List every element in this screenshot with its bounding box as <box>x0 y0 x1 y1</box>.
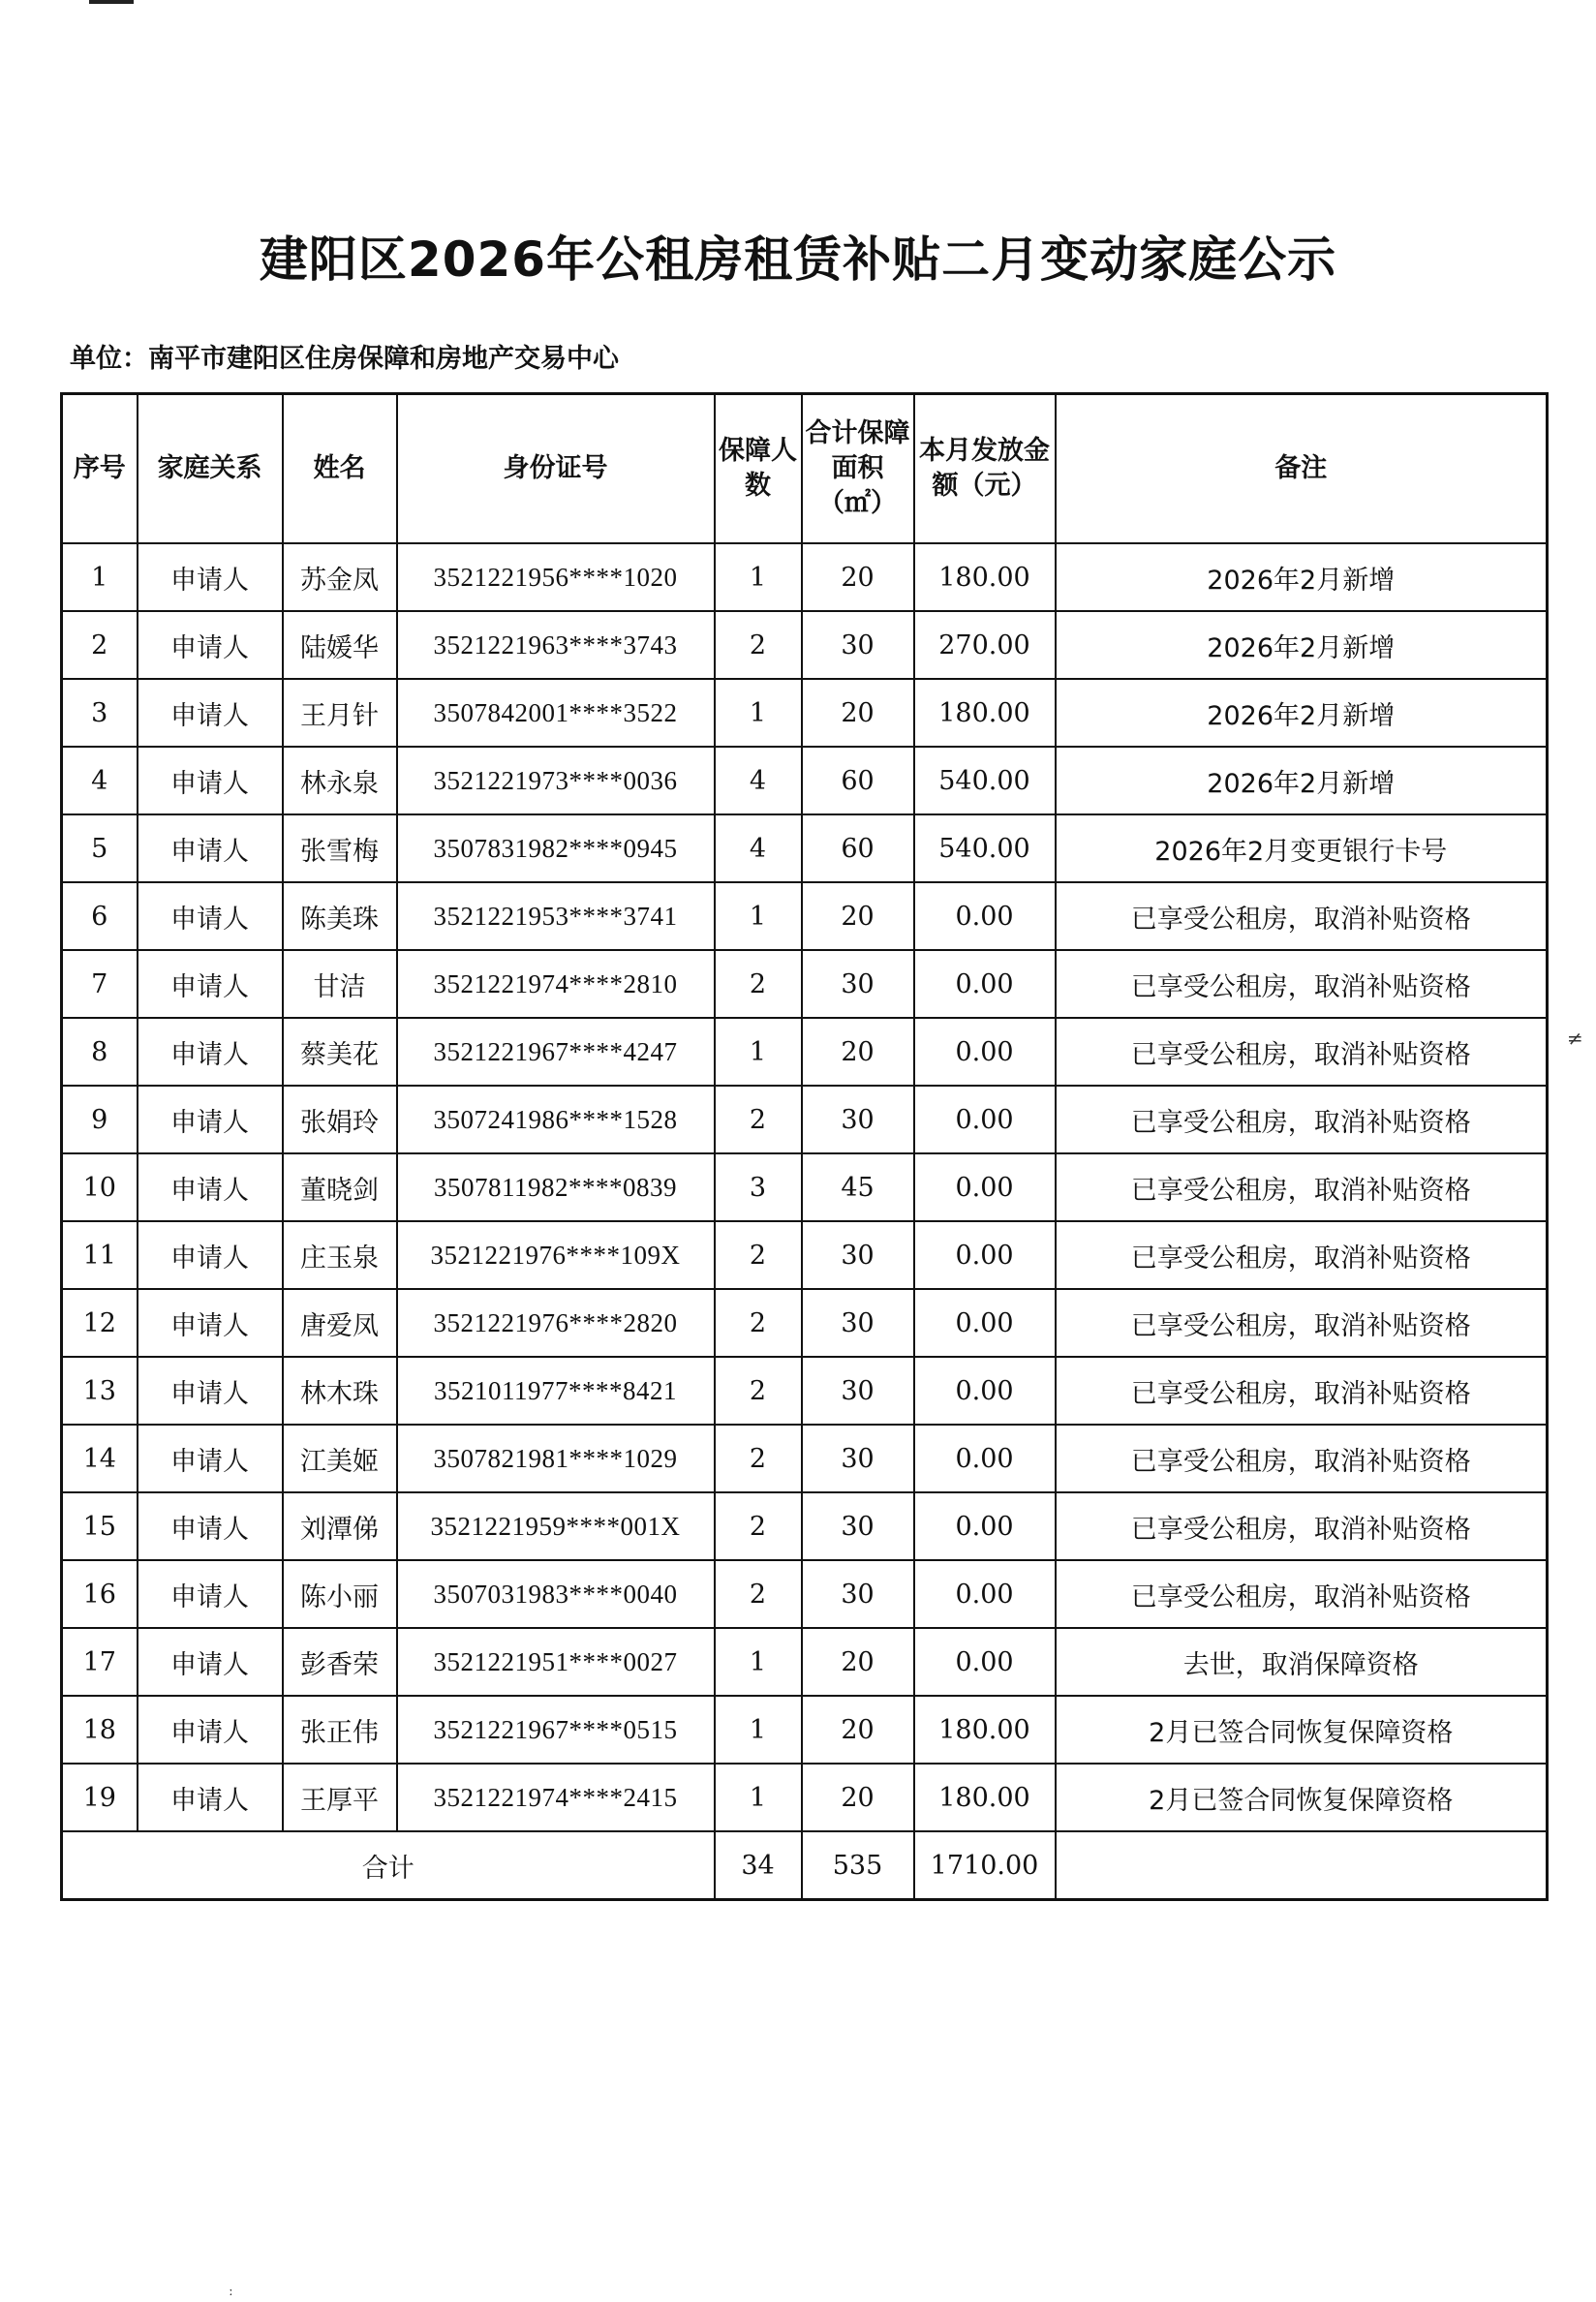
cell-persons: 1 <box>715 679 802 747</box>
cell-amount: 180.00 <box>914 543 1056 611</box>
cell-persons: 2 <box>715 1560 802 1628</box>
cell-amount: 540.00 <box>914 747 1056 814</box>
cell-seq: 7 <box>62 950 138 1018</box>
header-area: 合计保障面积（㎡） <box>802 394 914 544</box>
cell-area: 20 <box>802 1628 914 1696</box>
cell-amount: 0.00 <box>914 1086 1056 1153</box>
cell-amount: 270.00 <box>914 611 1056 679</box>
cell-name: 甘洁 <box>283 950 397 1018</box>
table-body <box>62 543 1548 1831</box>
cell-id-number: 3521011977****8421 <box>397 1357 715 1425</box>
cell-persons: 1 <box>715 1696 802 1764</box>
cell-name: 王月针 <box>283 679 397 747</box>
cell-relation: 申请人 <box>138 1492 283 1560</box>
table-row <box>62 1221 1548 1289</box>
cell-amount: 180.00 <box>914 679 1056 747</box>
cell-persons: 2 <box>715 1357 802 1425</box>
cell-persons: 3 <box>715 1153 802 1221</box>
cell-persons: 1 <box>715 1018 802 1086</box>
cell-persons: 4 <box>715 814 802 882</box>
cell-seq: 15 <box>62 1492 138 1560</box>
cell-seq: 18 <box>62 1696 138 1764</box>
cell-id-number: 3521221967****4247 <box>397 1018 715 1086</box>
table-row <box>62 1018 1548 1086</box>
cell-relation: 申请人 <box>138 1086 283 1153</box>
total-amount: 1710.00 <box>914 1831 1056 1900</box>
cell-relation: 申请人 <box>138 611 283 679</box>
cell-amount: 0.00 <box>914 1289 1056 1357</box>
cell-area: 30 <box>802 611 914 679</box>
total-row <box>62 1831 1548 1900</box>
cell-id-number: 3507031983****0040 <box>397 1560 715 1628</box>
cell-name: 张娟玲 <box>283 1086 397 1153</box>
cell-persons: 1 <box>715 1764 802 1831</box>
cell-id-number: 3521221976****2820 <box>397 1289 715 1357</box>
cell-name: 彭香荣 <box>283 1628 397 1696</box>
cell-seq: 6 <box>62 882 138 950</box>
cell-id-number: 3507811982****0839 <box>397 1153 715 1221</box>
cell-seq: 9 <box>62 1086 138 1153</box>
header-relation: 家庭关系 <box>138 394 283 544</box>
header-seq: 序号 <box>62 394 138 544</box>
table-row <box>62 679 1548 747</box>
cell-amount: 0.00 <box>914 1153 1056 1221</box>
cell-remark: 已享受公租房，取消补贴资格 <box>1056 1357 1548 1425</box>
cell-name: 董晓剑 <box>283 1153 397 1221</box>
cell-relation: 申请人 <box>138 1018 283 1086</box>
cell-id-number: 3521221974****2415 <box>397 1764 715 1831</box>
total-label: 合计 <box>62 1831 715 1900</box>
total-remark <box>1056 1831 1548 1900</box>
cell-relation: 申请人 <box>138 1153 283 1221</box>
header-remark: 备注 <box>1056 394 1548 544</box>
cell-seq: 19 <box>62 1764 138 1831</box>
cell-id-number: 3521221956****1020 <box>397 543 715 611</box>
table-row <box>62 1560 1548 1628</box>
cell-area: 20 <box>802 1764 914 1831</box>
cell-remark: 已享受公租房，取消补贴资格 <box>1056 1560 1548 1628</box>
margin-mark-right: ≠ <box>1567 1027 1583 1050</box>
table-row <box>62 950 1548 1018</box>
cell-amount: 0.00 <box>914 1357 1056 1425</box>
cell-area: 30 <box>802 1425 914 1492</box>
total-persons: 34 <box>715 1831 802 1900</box>
cell-name: 陈美珠 <box>283 882 397 950</box>
table-row <box>62 814 1548 882</box>
cell-remark: 去世，取消保障资格 <box>1056 1628 1548 1696</box>
cell-name: 蔡美花 <box>283 1018 397 1086</box>
cell-persons: 1 <box>715 543 802 611</box>
cell-seq: 17 <box>62 1628 138 1696</box>
cell-name: 王厚平 <box>283 1764 397 1831</box>
cell-name: 林永泉 <box>283 747 397 814</box>
cell-persons: 2 <box>715 1425 802 1492</box>
cell-area: 30 <box>802 1492 914 1560</box>
cell-area: 20 <box>802 882 914 950</box>
table-row <box>62 1086 1548 1153</box>
cell-name: 庄玉泉 <box>283 1221 397 1289</box>
cell-seq: 11 <box>62 1221 138 1289</box>
cell-persons: 2 <box>715 1289 802 1357</box>
cell-amount: 0.00 <box>914 1018 1056 1086</box>
cell-area: 45 <box>802 1153 914 1221</box>
cell-persons: 2 <box>715 611 802 679</box>
cell-remark: 已享受公租房，取消补贴资格 <box>1056 1492 1548 1560</box>
cell-id-number: 3521221973****0036 <box>397 747 715 814</box>
cell-seq: 8 <box>62 1018 138 1086</box>
cell-name: 刘潭俤 <box>283 1492 397 1560</box>
cell-seq: 13 <box>62 1357 138 1425</box>
cell-seq: 2 <box>62 611 138 679</box>
total-area: 535 <box>802 1831 914 1900</box>
cell-amount: 180.00 <box>914 1696 1056 1764</box>
page-title: 建阳区2026年公租房租赁补贴二月变动家庭公示 <box>259 231 1337 288</box>
cell-seq: 4 <box>62 747 138 814</box>
cell-id-number: 3507241986****1528 <box>397 1086 715 1153</box>
cell-id-number: 3521221967****0515 <box>397 1696 715 1764</box>
cell-area: 30 <box>802 1560 914 1628</box>
cell-relation: 申请人 <box>138 543 283 611</box>
cell-area: 20 <box>802 543 914 611</box>
cell-area: 30 <box>802 1357 914 1425</box>
cell-name: 张正伟 <box>283 1696 397 1764</box>
table-row <box>62 1696 1548 1764</box>
cell-remark: 已享受公租房，取消补贴资格 <box>1056 1153 1548 1221</box>
cell-area: 20 <box>802 1696 914 1764</box>
cell-area: 30 <box>802 1086 914 1153</box>
cell-seq: 16 <box>62 1560 138 1628</box>
issuing-unit: 单位：南平市建阳区住房保障和房地产交易中心 <box>70 344 619 374</box>
cell-area: 30 <box>802 1289 914 1357</box>
cell-amount: 0.00 <box>914 1628 1056 1696</box>
header-id-number: 身份证号 <box>397 394 715 544</box>
cell-seq: 1 <box>62 543 138 611</box>
table-row <box>62 1764 1548 1831</box>
cell-seq: 12 <box>62 1289 138 1357</box>
cell-amount: 0.00 <box>914 1425 1056 1492</box>
table-row <box>62 611 1548 679</box>
table-row <box>62 1492 1548 1560</box>
cell-remark: 已享受公租房，取消补贴资格 <box>1056 1425 1548 1492</box>
cell-remark: 已享受公租房，取消补贴资格 <box>1056 882 1548 950</box>
cell-seq: 14 <box>62 1425 138 1492</box>
cell-name: 陈小丽 <box>283 1560 397 1628</box>
cell-name: 林木珠 <box>283 1357 397 1425</box>
header-row <box>62 394 1548 544</box>
cell-remark: 2026年2月新增 <box>1056 747 1548 814</box>
cell-area: 20 <box>802 679 914 747</box>
cell-persons: 2 <box>715 1492 802 1560</box>
cell-seq: 3 <box>62 679 138 747</box>
cell-relation: 申请人 <box>138 950 283 1018</box>
cell-relation: 申请人 <box>138 1560 283 1628</box>
cell-relation: 申请人 <box>138 747 283 814</box>
cell-name: 陆媛华 <box>283 611 397 679</box>
cell-remark: 2月已签合同恢复保障资格 <box>1056 1696 1548 1764</box>
table-row <box>62 1357 1548 1425</box>
cell-amount: 0.00 <box>914 1492 1056 1560</box>
cell-area: 30 <box>802 1221 914 1289</box>
table-row <box>62 882 1548 950</box>
cell-amount: 0.00 <box>914 882 1056 950</box>
cell-name: 唐爱凤 <box>283 1289 397 1357</box>
cell-area: 20 <box>802 1018 914 1086</box>
cell-relation: 申请人 <box>138 882 283 950</box>
table-row <box>62 1425 1548 1492</box>
header-amount: 本月发放金额（元） <box>914 394 1056 544</box>
cell-name: 江美姬 <box>283 1425 397 1492</box>
cell-amount: 180.00 <box>914 1764 1056 1831</box>
cell-remark: 2026年2月新增 <box>1056 679 1548 747</box>
cell-id-number: 3521221951****0027 <box>397 1628 715 1696</box>
cell-remark: 已享受公租房，取消补贴资格 <box>1056 950 1548 1018</box>
cell-relation: 申请人 <box>138 1696 283 1764</box>
cell-persons: 2 <box>715 1086 802 1153</box>
cell-amount: 0.00 <box>914 1560 1056 1628</box>
cell-persons: 1 <box>715 882 802 950</box>
table-row <box>62 1628 1548 1696</box>
cell-persons: 2 <box>715 950 802 1018</box>
table-row <box>62 543 1548 611</box>
announcement-table <box>60 392 1549 1901</box>
cell-seq: 10 <box>62 1153 138 1221</box>
cell-relation: 申请人 <box>138 1764 283 1831</box>
header-persons: 保障人数 <box>715 394 802 544</box>
cell-id-number: 3521221963****3743 <box>397 611 715 679</box>
cell-remark: 已享受公租房，取消补贴资格 <box>1056 1086 1548 1153</box>
cell-id-number: 3507831982****0945 <box>397 814 715 882</box>
cell-id-number: 3507821981****1029 <box>397 1425 715 1492</box>
cell-name: 张雪梅 <box>283 814 397 882</box>
cell-amount: 0.00 <box>914 950 1056 1018</box>
table-row <box>62 1153 1548 1221</box>
cell-remark: 2026年2月新增 <box>1056 611 1548 679</box>
cell-relation: 申请人 <box>138 1357 283 1425</box>
cell-relation: 申请人 <box>138 679 283 747</box>
cell-relation: 申请人 <box>138 814 283 882</box>
cell-area: 60 <box>802 747 914 814</box>
cell-persons: 4 <box>715 747 802 814</box>
cell-name: 苏金凤 <box>283 543 397 611</box>
margin-mark-bottom: ː <box>229 2284 233 2299</box>
cell-area: 30 <box>802 950 914 1018</box>
cell-persons: 1 <box>715 1628 802 1696</box>
cell-remark: 2月已签合同恢复保障资格 <box>1056 1764 1548 1831</box>
cell-relation: 申请人 <box>138 1289 283 1357</box>
cell-amount: 0.00 <box>914 1221 1056 1289</box>
cell-seq: 5 <box>62 814 138 882</box>
cell-area: 60 <box>802 814 914 882</box>
cell-persons: 2 <box>715 1221 802 1289</box>
cell-amount: 540.00 <box>914 814 1056 882</box>
header-name: 姓名 <box>283 394 397 544</box>
cell-remark: 2026年2月新增 <box>1056 543 1548 611</box>
cell-id-number: 3521221953****3741 <box>397 882 715 950</box>
cell-remark: 已享受公租房，取消补贴资格 <box>1056 1018 1548 1086</box>
table-row <box>62 747 1548 814</box>
cell-id-number: 3521221976****109X <box>397 1221 715 1289</box>
table-row <box>62 1289 1548 1357</box>
cell-relation: 申请人 <box>138 1628 283 1696</box>
cell-remark: 2026年2月变更银行卡号 <box>1056 814 1548 882</box>
cell-id-number: 3521221959****001X <box>397 1492 715 1560</box>
cell-id-number: 3507842001****3522 <box>397 679 715 747</box>
cell-remark: 已享受公租房，取消补贴资格 <box>1056 1289 1548 1357</box>
cell-id-number: 3521221974****2810 <box>397 950 715 1018</box>
cell-relation: 申请人 <box>138 1221 283 1289</box>
corner-mark <box>89 0 134 4</box>
cell-remark: 已享受公租房，取消补贴资格 <box>1056 1221 1548 1289</box>
cell-relation: 申请人 <box>138 1425 283 1492</box>
